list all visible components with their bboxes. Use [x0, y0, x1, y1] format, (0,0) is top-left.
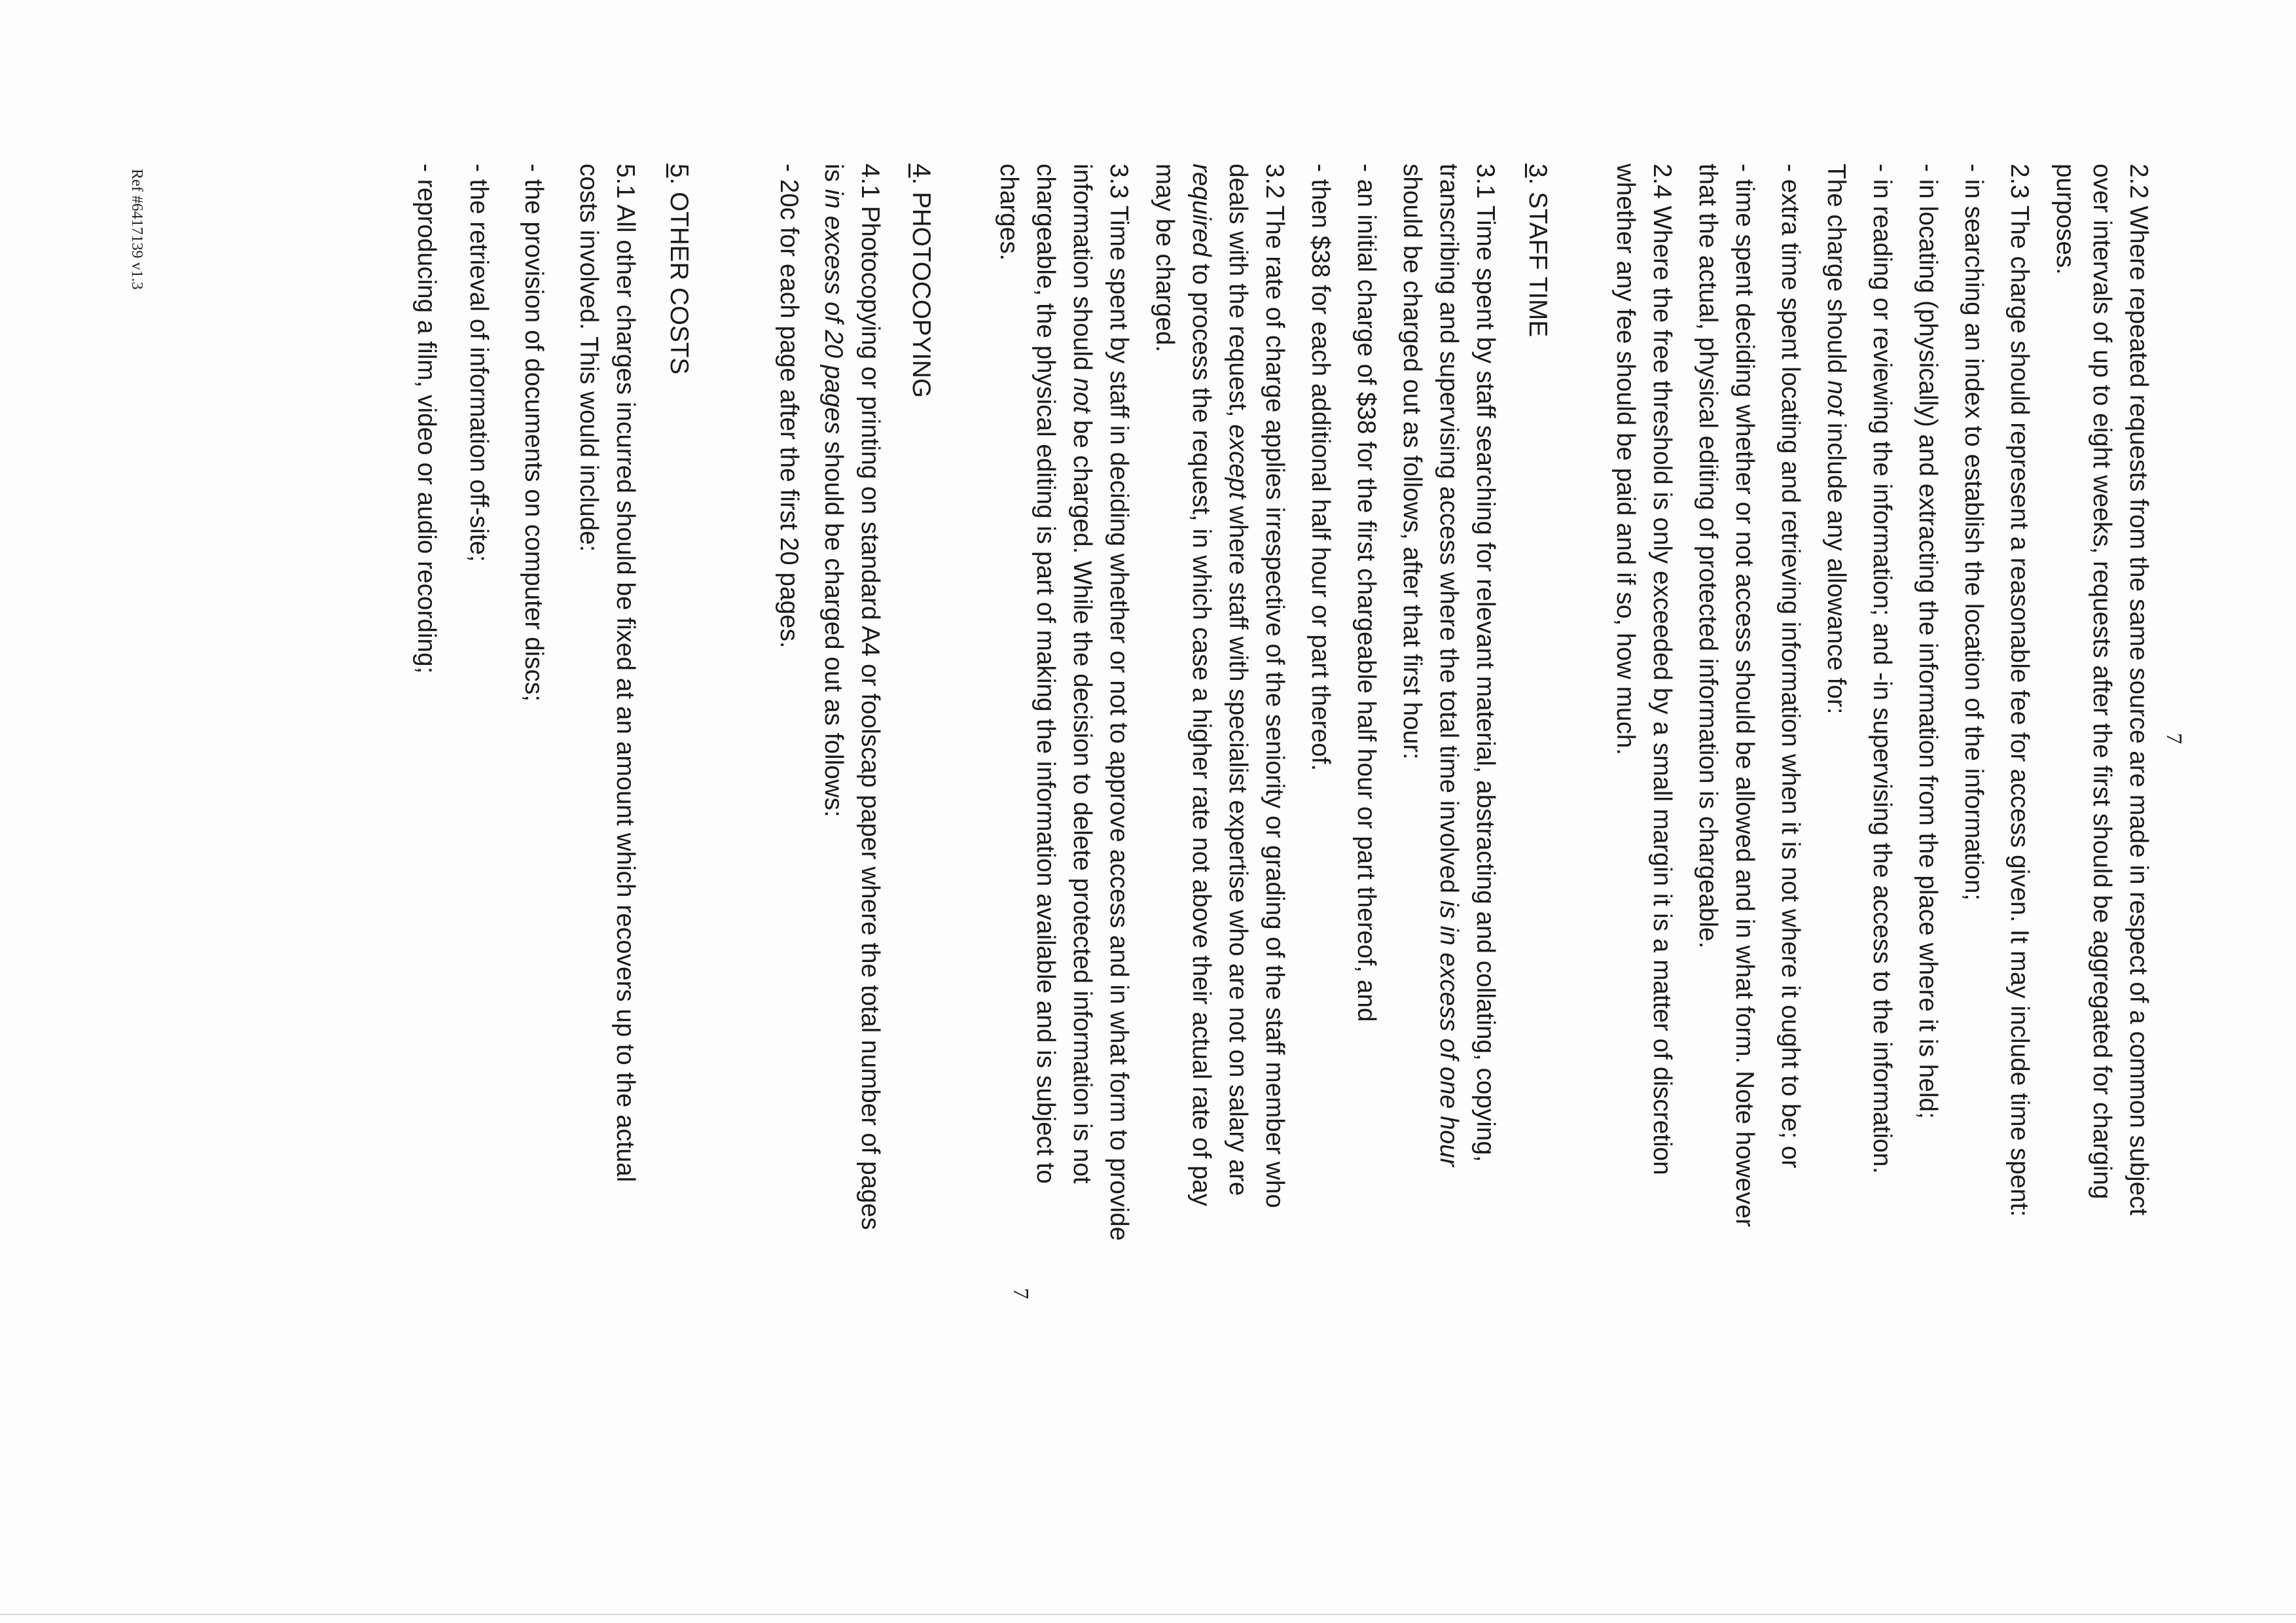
not-include-item-3: that the actual, physical editing of protected information is chargeable. [1694, 164, 1722, 949]
para-3-2-line-3: required to process the request, in which case a higher rate not above their actual rate of pay [1187, 164, 1215, 1207]
para-3-1-line-3: should be charged out as follows, after that first hour: [1398, 164, 1426, 760]
para-4-1-line-2: is in excess of 20 pages should be charged out as follows: [819, 164, 848, 817]
page-number-top: 7 [2162, 733, 2186, 744]
para-3-1-line-2: transcribing and supervising access where the total time involved is in excess of one hour [1435, 164, 1463, 1167]
heading-photocopying: 4. PHOTOCOPYING [907, 164, 935, 399]
para-3-3-line-1: 3.3 Time spent by staff in deciding whether or not to approve access and in what form to provide [1105, 164, 1133, 1241]
para-2-2-line-1: 2.2 Where repeated requests from the same source are made in respect of a common subject [2125, 164, 2153, 1216]
para-2-3-item-1: - in searching an index to establish the location of the information; [1960, 164, 1988, 901]
staff-time-item-1: - an initial charge of $38 for the first chargeable half hour or part thereof, and [1352, 164, 1380, 1022]
para-2-2-line-2: over intervals of up to eight weeks, requests after the first should be aggregated for charging [2088, 164, 2116, 1200]
para-2-2-line-3: purposes. [2051, 164, 2079, 275]
photocopying-item-1: - 20c for each page after the first 20 pages. [775, 164, 803, 649]
other-costs-item-1: - the provision of documents on computer discs; [520, 164, 548, 702]
para-5-1-line-1: 5.1 All other charges incurred should be fixed at an amount which recovers up to the actual [611, 164, 639, 1183]
heading-other-costs: 5. OTHER COSTS [665, 164, 693, 375]
para-3-3-line-4: charges. [995, 164, 1023, 261]
para-2-3-item-2: - in locating (physically) and extracting the information from the place where it is held; [1914, 164, 1942, 1119]
para-3-3-line-2: information should not be charged. While the decision to delete protected information is not [1068, 164, 1096, 1184]
para-2-4-line-1: 2.4 Where the free threshold is only exceeded by a small margin it is a matter of discretion [1648, 164, 1676, 1175]
other-costs-item-3: - reproducing a film, video or audio recording; [412, 164, 440, 674]
document-body [85, 164, 2153, 1525]
heading-staff-time: 3. STAFF TIME [1524, 164, 1552, 338]
para-3-2-line-2: deals with the request, except where staff with specialist expertise who are not on salary are [1224, 164, 1252, 1196]
document-reference: Ref #6417139 v1.3 [128, 169, 145, 290]
para-2-4-line-2: whether any fee should be paid and if so, how much. [1611, 164, 1640, 756]
scan-edge-line [0, 1614, 2296, 1615]
para-2-3-item-3: - in reading or reviewing the information; and -in supervising the access to the information. [1868, 164, 1896, 1174]
page-number-bottom: 7 [1009, 1288, 1033, 1299]
para-3-2-line-1: 3.2 The rate of charge applies irrespective of the seniority or grading of the staff member who [1261, 164, 1289, 1208]
para-2-3-line-1: 2.3 The charge should represent a reasonable fee for access given. It may include time spent: [2005, 164, 2034, 1217]
not-include-item-2: - time spent deciding whether or not access should be allowed and in what form. Note however [1731, 164, 1759, 1227]
staff-time-item-2: - then $38 for each additional half hour or part thereof. [1306, 164, 1335, 772]
para-4-1-line-1: 4.1 Photocopying or printing on standard A4 or foolscap paper where the total number of pages [856, 164, 884, 1230]
other-costs-item-2: - the retrieval of information off-site; [465, 164, 493, 562]
not-include-line: The charge should not include any allowance for: [1822, 164, 1850, 715]
para-3-1-line-1: 3.1 Time spent by staff searching for relevant material, abstracting and collating, copying, [1471, 164, 1499, 1162]
para-3-2-line-4: may be charged. [1151, 164, 1179, 353]
para-3-3-line-3: chargeable, the physical editing is part of making the information available and is subject to [1031, 164, 1060, 1184]
para-5-1-line-2: costs involved. This would include: [575, 164, 603, 552]
not-include-item-1: - extra time spent locating and retrieving information when it is not where it ought to be; or [1776, 164, 1804, 1169]
